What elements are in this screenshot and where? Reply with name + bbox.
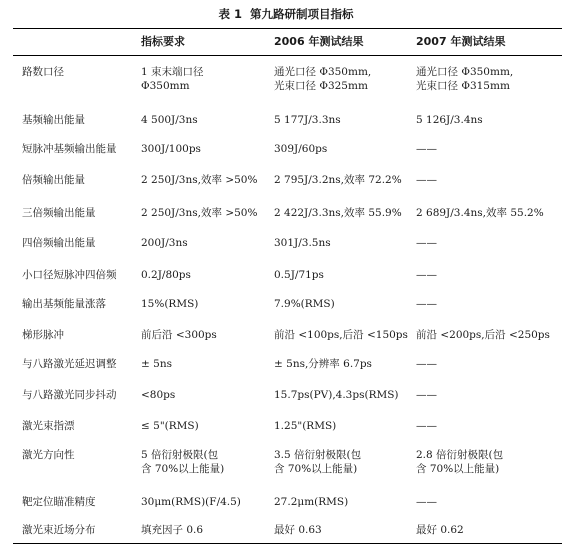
result-2007-cell: [412, 484, 562, 514]
cell-line: Φ350mm: [141, 80, 190, 92]
cell-line: ——: [416, 298, 437, 310]
cell-line: ——: [416, 496, 437, 508]
cell-line: ——: [416, 389, 437, 401]
result-2007-cell: [412, 438, 562, 484]
cell-line: 通光口径 Φ350mm,: [274, 66, 372, 78]
result-2006-cell: [270, 56, 412, 103]
result-2006-cell: [270, 162, 412, 194]
cell-line: ——: [416, 269, 437, 281]
cell-line: 309J/60ps: [274, 143, 328, 155]
result-2007-cell: [412, 346, 562, 377]
cell-line: 1 束末端口径: [141, 66, 204, 78]
cell-line: <80ps: [141, 389, 176, 401]
result-2006-cell: [270, 407, 412, 438]
table-row: [13, 102, 562, 132]
result-2006-cell: [270, 132, 412, 162]
cell-line: 2 422J/3.3ns,效率 55.9%: [274, 207, 402, 219]
result-2006-cell: [270, 286, 412, 316]
row-item-name: 激光束近场分布: [13, 514, 137, 544]
row-item-name: 输出基频能量涨落: [22, 298, 106, 310]
cell-line: 1.25"(RMS): [274, 420, 337, 432]
result-2006-cell: [270, 377, 412, 407]
cell-line: 30μm(RMS)(F/4.5): [141, 496, 241, 508]
cell-line: 5 126J/3.4ns: [416, 114, 483, 126]
cell-line: 300J/100ps: [141, 143, 201, 155]
requirement-cell: [137, 102, 270, 132]
cell-line: 200J/3ns: [141, 237, 188, 249]
row-item-name: 路数口径: [22, 66, 64, 78]
header-item: [13, 29, 137, 56]
result-2007-cell: [412, 162, 562, 194]
cell-line: ——: [416, 420, 437, 432]
row-item-name: 梯形脉冲: [22, 329, 64, 341]
cell-line: 3.5 倍衍射极限(包: [274, 449, 362, 461]
result-2006-cell: [270, 194, 412, 225]
requirement-cell: [137, 316, 270, 346]
header-2007-result: 2007 年测试结果: [412, 29, 562, 56]
row-item-name: 四倍频输出能量: [22, 237, 96, 249]
row-item-name: 激光方向性: [22, 449, 75, 461]
result-2006-cell: [270, 514, 412, 544]
result-2006-cell: [270, 256, 412, 286]
cell-line: 光束口径 Φ325mm: [274, 80, 368, 92]
requirement-cell: [137, 256, 270, 286]
table-row: [13, 514, 562, 544]
result-2006-cell: [270, 346, 412, 377]
table-row: [13, 194, 562, 225]
table-title: 第九路研制项目指标: [250, 7, 354, 21]
cell-line: 含 70%以上能量): [274, 463, 358, 475]
cell-line: 通光口径 Φ350mm,: [416, 66, 514, 78]
cell-line: 2.8 倍衍射极限(包: [416, 449, 504, 461]
cell-line: 27.2μm(RMS): [274, 496, 349, 508]
cell-line: ——: [416, 358, 437, 370]
table-row: [13, 225, 562, 256]
result-2007-cell: [412, 256, 562, 286]
requirement-cell: [137, 132, 270, 162]
table-row: [13, 407, 562, 438]
cell-line: ——: [416, 237, 437, 249]
requirement-cell: [137, 346, 270, 377]
result-2006-cell: [270, 484, 412, 514]
cell-line: 2 795J/3.2ns,效率 72.2%: [274, 174, 402, 186]
cell-line: 4 500J/3ns: [141, 114, 198, 126]
row-item-name: 与八路激光同步抖动: [22, 389, 117, 401]
result-2006-cell: [270, 438, 412, 484]
cell-line: 最好 0.63: [274, 524, 322, 536]
cell-line: 含 70%以上能量): [416, 463, 500, 475]
result-2007-cell: [412, 225, 562, 256]
header-requirement: 指标要求: [137, 29, 270, 56]
cell-line: 前后沿 <300ps: [141, 329, 217, 341]
cell-line: 15.7ps(PV),4.3ps(RMS): [274, 389, 399, 401]
header-2006-result: 2006 年测试结果: [270, 29, 412, 56]
cell-line: 2 250J/3ns,效率 >50%: [141, 174, 258, 186]
cell-line: 7.9%(RMS): [274, 298, 335, 310]
result-2006-cell: [270, 225, 412, 256]
table-header: [13, 29, 562, 56]
row-item-name: 与八路激光延迟调整: [22, 358, 117, 370]
cell-line: 5 177J/3.3ns: [274, 114, 341, 126]
cell-line: 0.2J/80ps: [141, 269, 191, 281]
row-item-name: 小口径短脉冲四倍频: [22, 269, 117, 281]
cell-line: 5 倍衍射极限(包: [141, 449, 219, 461]
result-2007-cell: [412, 407, 562, 438]
result-2007-cell: [412, 377, 562, 407]
cell-line: 15%(RMS): [141, 298, 199, 310]
row-item-name: 靶定位瞄准精度: [22, 496, 96, 508]
table-row: [13, 162, 562, 194]
table-row: [13, 56, 562, 103]
table-row: [13, 316, 562, 346]
cell-line: 最好 0.62: [416, 524, 464, 536]
row-item-name: 三倍频输出能量: [22, 207, 96, 219]
requirement-cell: [137, 225, 270, 256]
result-2007-cell: [412, 286, 562, 316]
table-row: [13, 377, 562, 407]
table-caption: [0, 6, 572, 22]
requirement-cell: [137, 194, 270, 225]
cell-line: 2 250J/3ns,效率 >50%: [141, 207, 258, 219]
cell-line: ≤ 5"(RMS): [141, 420, 199, 432]
row-item-name: 倍频输出能量: [22, 174, 85, 186]
cell-line: 填充因子 0.6: [141, 524, 204, 536]
table-number: 表 1: [218, 7, 242, 21]
row-item-name: 激光束指漂: [22, 420, 75, 432]
result-2007-cell: [412, 194, 562, 225]
result-2007-cell: [412, 56, 562, 103]
table-row: [13, 286, 562, 316]
cell-line: ± 5ns: [141, 358, 172, 370]
cell-line: 前沿 <200ps,后沿 <250ps: [416, 329, 550, 341]
requirement-cell: [137, 484, 270, 514]
requirement-cell: [137, 286, 270, 316]
cell-line: 0.5J/71ps: [274, 269, 324, 281]
row-item-name: 基频输出能量: [22, 114, 85, 126]
cell-line: 光束口径 Φ315mm: [416, 80, 510, 92]
row-item-name: 短脉冲基频输出能量: [22, 143, 117, 155]
cell-line: ——: [416, 174, 437, 186]
requirement-cell: [137, 514, 270, 544]
result-2006-cell: [270, 316, 412, 346]
requirement-cell: [137, 407, 270, 438]
result-2007-cell: [412, 514, 562, 544]
cell-line: 前沿 <100ps,后沿 <150ps: [274, 329, 408, 341]
table-row: [13, 484, 562, 514]
cell-line: 2 689J/3.4ns,效率 55.2%: [416, 207, 544, 219]
table-row: [13, 438, 562, 484]
cell-line: ——: [416, 143, 437, 155]
result-2006-cell: [270, 102, 412, 132]
cell-line: 含 70%以上能量): [141, 463, 225, 475]
requirement-cell: [137, 56, 270, 103]
requirement-cell: [137, 438, 270, 484]
cell-line: ± 5ns,分辨率 6.7ps: [274, 358, 372, 370]
requirement-cell: [137, 377, 270, 407]
result-2007-cell: [412, 102, 562, 132]
table-row: [13, 132, 562, 162]
indicator-table: [13, 28, 562, 544]
table-body: [13, 56, 562, 544]
result-2007-cell: [412, 316, 562, 346]
requirement-cell: [137, 162, 270, 194]
cell-line: 301J/3.5ns: [274, 237, 331, 249]
table-row: [13, 256, 562, 286]
table-row: [13, 346, 562, 377]
result-2007-cell: [412, 132, 562, 162]
